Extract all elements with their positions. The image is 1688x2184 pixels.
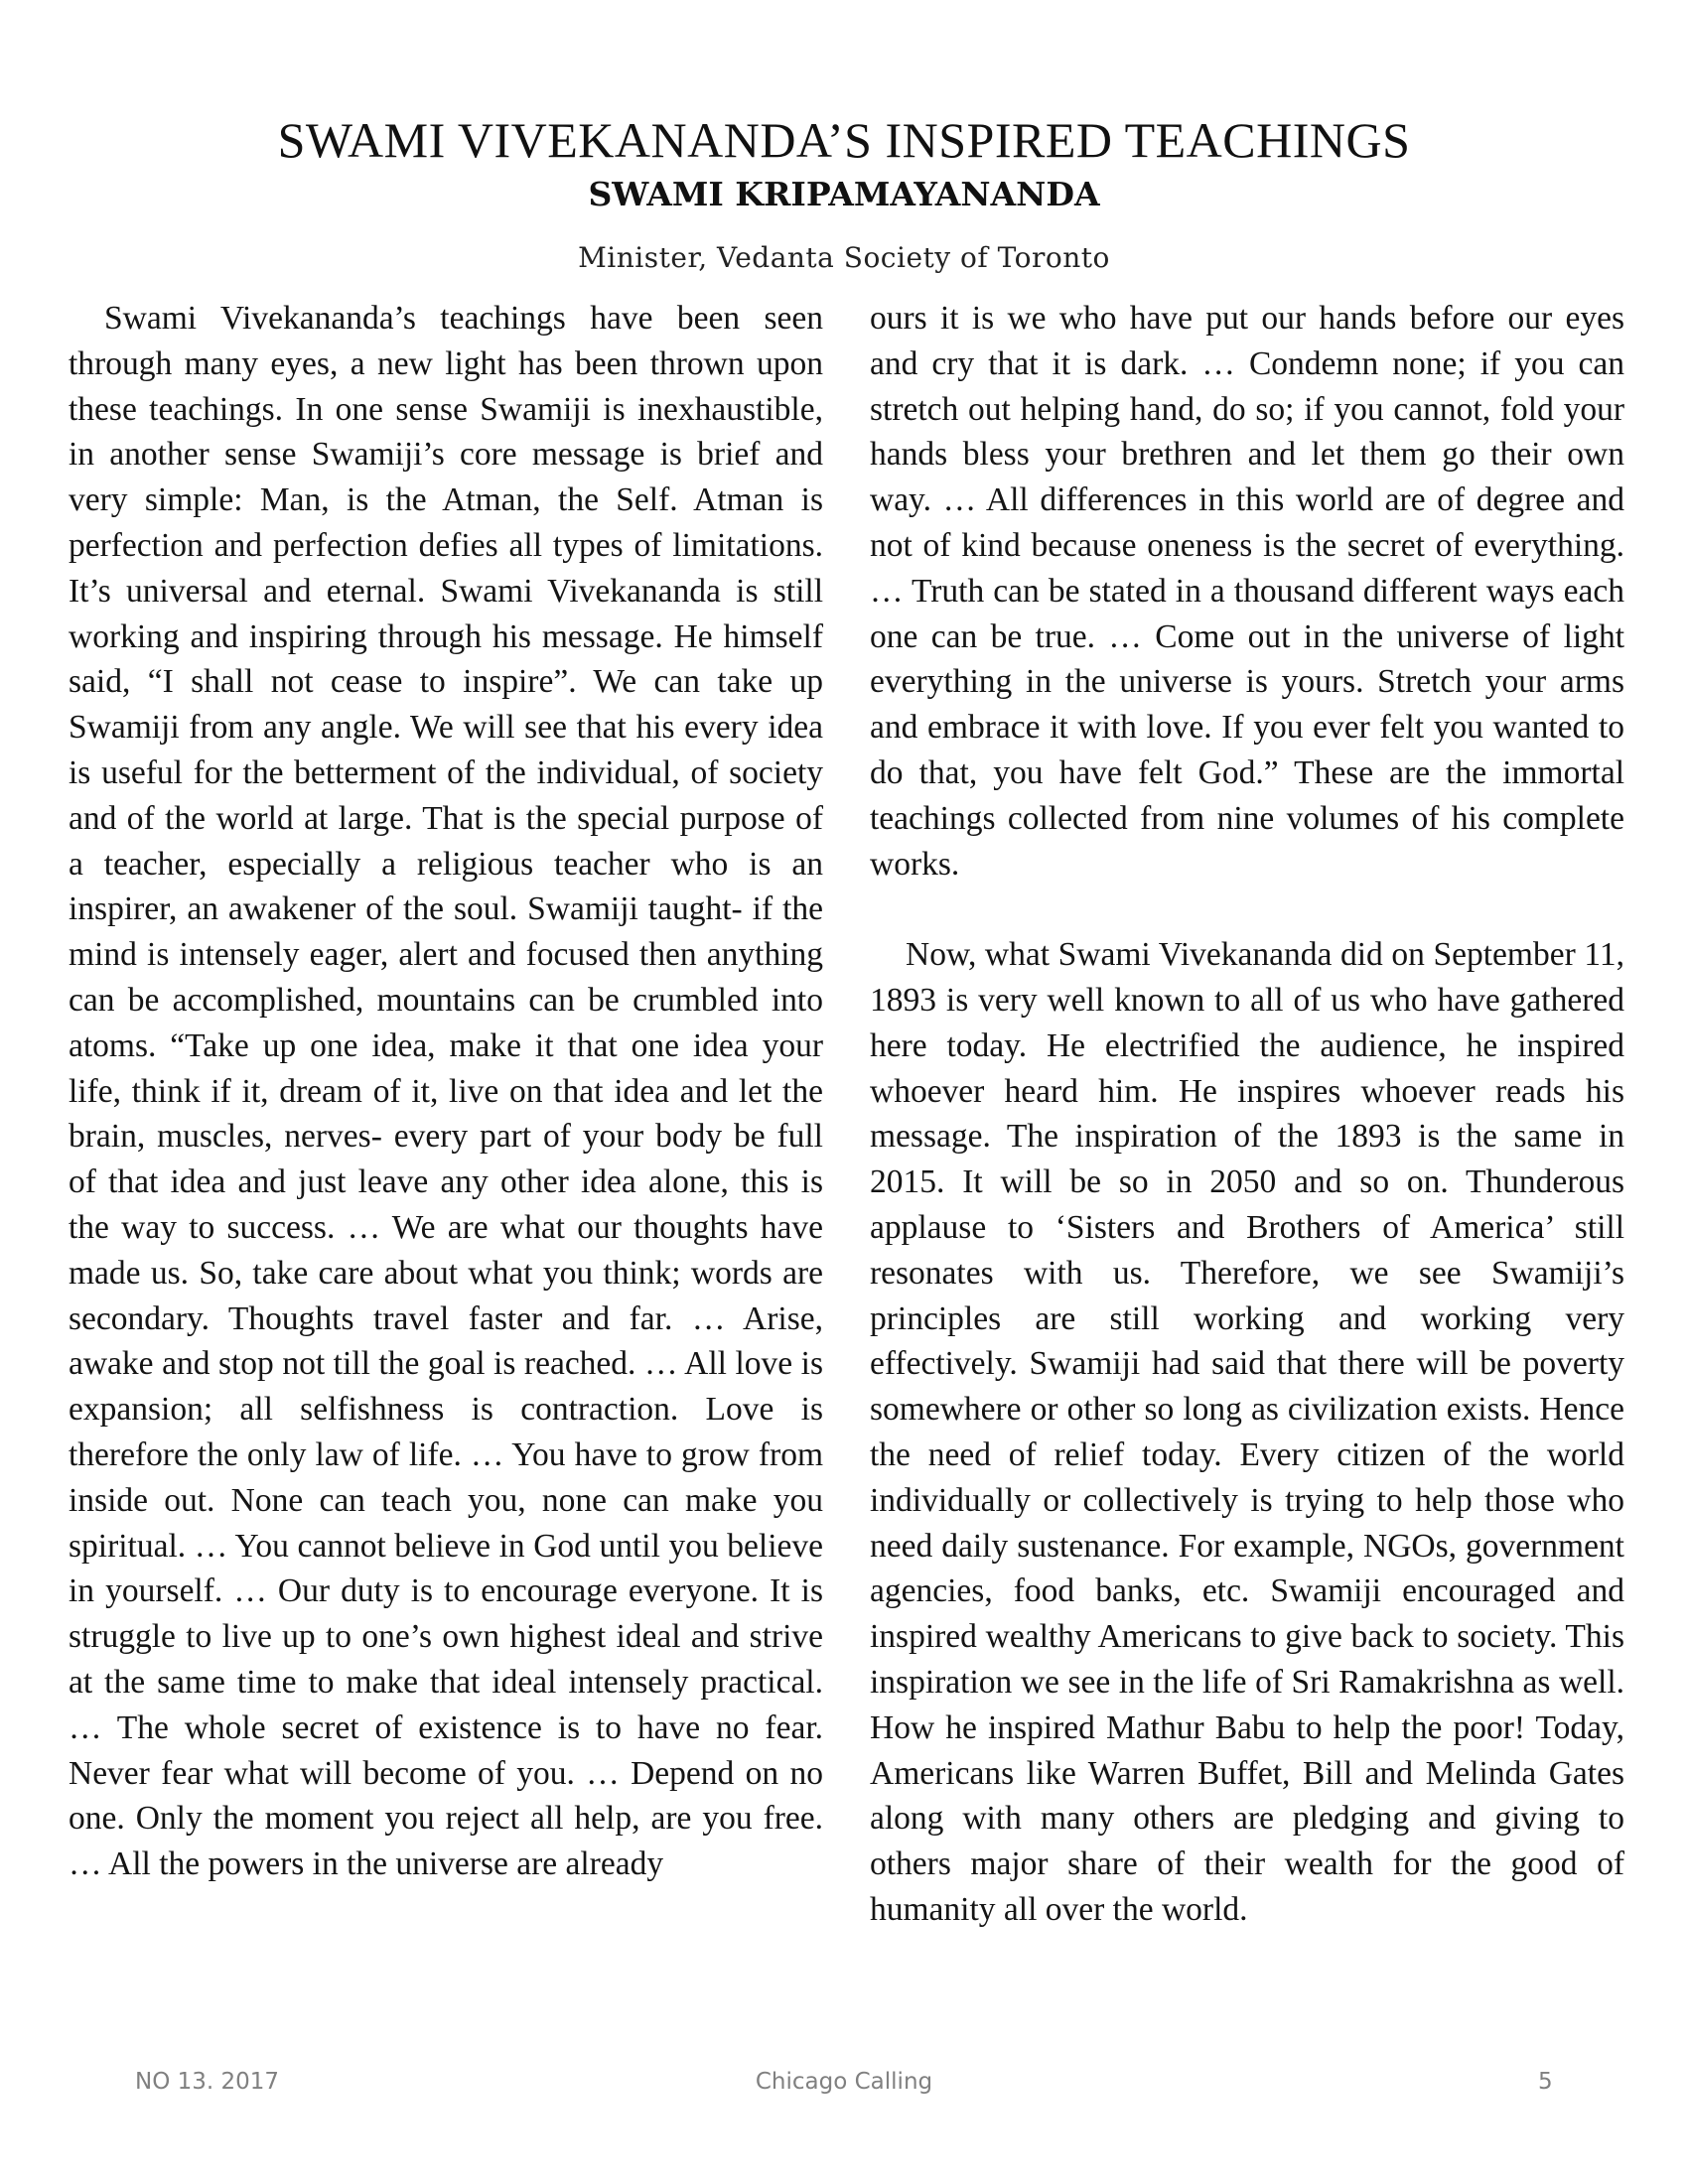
body-paragraph-1-continued: ours it is we who have put our hands before our eyes and cry that it is dark. … Condemn none; if you can stretch out helping hand, do so; if you cannot, fold your hands bless your brethren and let them go their own way. … All differences in this world are of degree and not of kind because oneness is the secret of everything. … Truth can be stated in a thousand different ways each one can be true. … Come out in the universe of light everything in the universe is yours. Stretch your arms and embrace it with love. If you ever felt you wanted to do that, you have felt God.” These are the immortal teachings collected from nine volumes of his complete works. xyxy=(870,300,1624,883)
author-affiliation: Minister, Vedanta Society of Toronto xyxy=(578,241,1110,274)
footer-publication: Chicago Calling xyxy=(755,2069,933,2095)
footer-page-number: 5 xyxy=(1538,2069,1553,2095)
article-title: SWAMI VIVEKANANDA’S INSPIRED TEACHINGS xyxy=(277,112,1411,168)
body-paragraph-1: Swami Vivekananda’s teachings have been seen through many eyes, a new light has been thrown upon these teachings. In one sense Swamiji is inexhaustible, in another sense Swamiji’s core message is brief and very simple: Man, is the Atman, the Self. Atman is perfection and perfection defies all types of limitations. It’s universal and eternal. Swami Vivekananda is still working and inspiring through his message. He himself said, “I shall not cease to inspire”. We can take up Swamiji from any angle. We will see that his every idea is useful for the betterment of the individual, of society and of the world at large. That is the special purpose of a teacher, especially a religious teacher who is an inspirer, an awakener of the soul. Swamiji taught- if the mind is intensely eager, alert and focused then anything can be accomplished, mountains can be crumbled into atoms. “Take up one idea, make it that one idea your life, think if it, dream of it, live on that idea and let the brain, muscles, nerves- every part of your body be full of that idea and just leave any other idea alone, this is the way to success. … We are what our thoughts have made us. So, take care about what you think; words are secondary. Thoughts travel faster and far. … Arise, awake and stop not till the goal is reached. … All love is expansion; all selfishness is contraction. Love is therefore the only law of life. … You have to grow from inside out. None can teach you, none can make you spiritual. … You cannot believe in God until you believe in yourself. … Our duty is to encourage everyone. It is struggle to live up to one’s own highest ideal and strive at the same time to make that ideal intensely practical. … The whole secret of existence is to have no fear. Never fear what will become of you. … Depend on no one. Only the moment you reject all help, are you free. … All the powers in the universe are already xyxy=(69,300,823,1883)
body-paragraph-2: Now, what Swami Vivekananda did on September 11, 1893 is very well known to all of us who have gathered here today. He electrified the audience, he inspired whoever heard him. He inspires whoever reads his message. The inspiration of the 1893 is the same in 2015. It will be so in 2050 and so on. Thunderous applause to ‘Sisters and Brothers of America’ still resonates with us. Therefore, we see Swamiji’s principles are still working and working very effectively. Swamiji had said that there will be poverty somewhere or other so long as civilization exists. Hence the need of relief today. Every citizen of the world individually or collectively is trying to help those who need daily sustenance. For example, NGOs, government agencies, food banks, etc. Swamiji encouraged and inspired wealthy Americans to give back to society. This inspiration we see in the life of Sri Ramakrishna as well. How he inspired Mathur Babu to help the poor! Today, Americans like Warren Buffet, Bill and Melinda Gates along with many others are pledging and giving to others major share of their wealth for the good of humanity all over the world. xyxy=(870,936,1624,1928)
footer-issue: NO 13. 2017 xyxy=(135,2069,280,2095)
right-column xyxy=(870,296,1624,1933)
author-name: SWAMI KRIPAMAYANANDA xyxy=(588,175,1100,213)
left-column xyxy=(69,296,823,1887)
